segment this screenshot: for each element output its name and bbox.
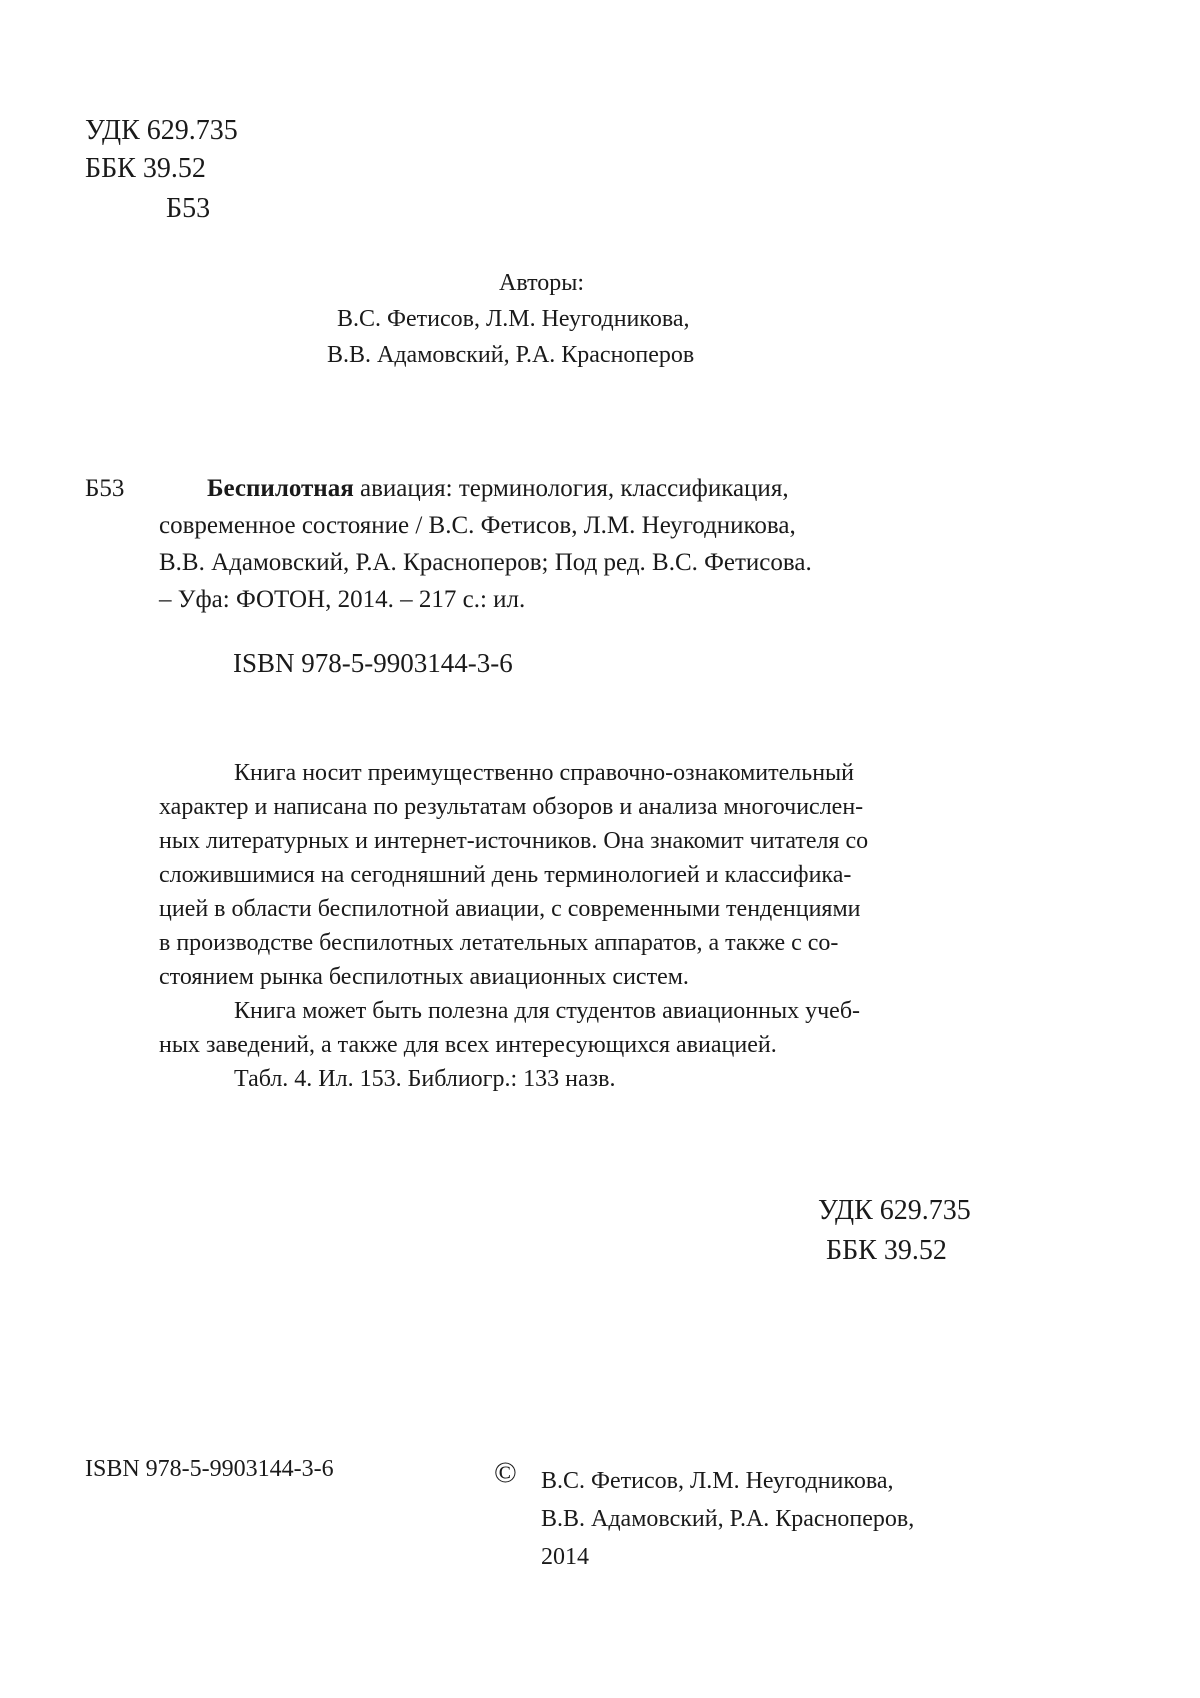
authors-line-2: В.В. Адамовский, Р.А. Красноперов [327,342,695,368]
copyright-icon: © [494,1456,517,1489]
annotation-line: Книга может быть полезна для студентов авиационных учеб- [234,998,861,1024]
bbk-bottom: ББК 39.52 [826,1235,947,1266]
bibliographic-line-1-rest: авиация: терминология, классификация, [360,475,789,502]
annotation-line: сложившимися на сегодняшний день терминологией и классифика- [159,862,852,888]
bibliographic-line-2: современное состояние / В.С. Фетисов, Л.М. Неугодникова, [159,512,796,539]
annotation-line: Табл. 4. Ил. 153. Библиогр.: 133 назв. [234,1066,616,1092]
authors-line-1: В.С. Фетисов, Л.М. Неугодникова, [337,306,690,332]
author-mark-top: Б53 [166,193,211,224]
copyright-year: 2014 [541,1544,589,1570]
bibliographic-line-3: В.В. Адамовский, Р.А. Красноперов; Под ред. В.С. Фетисова. [159,549,812,576]
annotation-line: в производстве беспилотных летательных аппаратов, а также с со- [159,930,839,956]
isbn-bottom: ISBN 978-5-9903144-3-6 [85,1456,334,1482]
authors-heading: Авторы: [499,270,585,296]
book-title: Беспилотная [207,475,354,502]
annotation-line: цией в области беспилотной авиации, с современными тенденциями [159,896,861,922]
udk-top: УДК 629.735 [85,115,238,146]
bibliographic-mark: Б53 [85,475,125,502]
annotation-line: ных заведений, а также для всех интересующихся авиацией. [159,1032,777,1058]
bibliographic-line-4: – Уфа: ФОТОН, 2014. – 217 с.: ил. [159,586,526,613]
bibliographic-line-1 [207,470,789,507]
copyright-line-2: В.В. Адамовский, Р.А. Красноперов, [541,1506,915,1532]
annotation-line: характер и написана по результатам обзоров и анализа многочислен- [159,794,864,820]
bbk-top: ББК 39.52 [85,153,206,184]
copyright-line-1: В.С. Фетисов, Л.М. Неугодникова, [541,1468,894,1494]
annotation-line: Книга носит преимущественно справочно-ознакомительный [234,760,855,786]
udk-bottom: УДК 629.735 [818,1195,971,1226]
annotation-line: ных литературных и интернет-источников. Она знакомит читателя со [159,828,869,854]
annotation-line: стоянием рынка беспилотных авиационных систем. [159,964,689,990]
isbn-middle: ISBN 978-5-9903144-3-6 [233,648,513,678]
